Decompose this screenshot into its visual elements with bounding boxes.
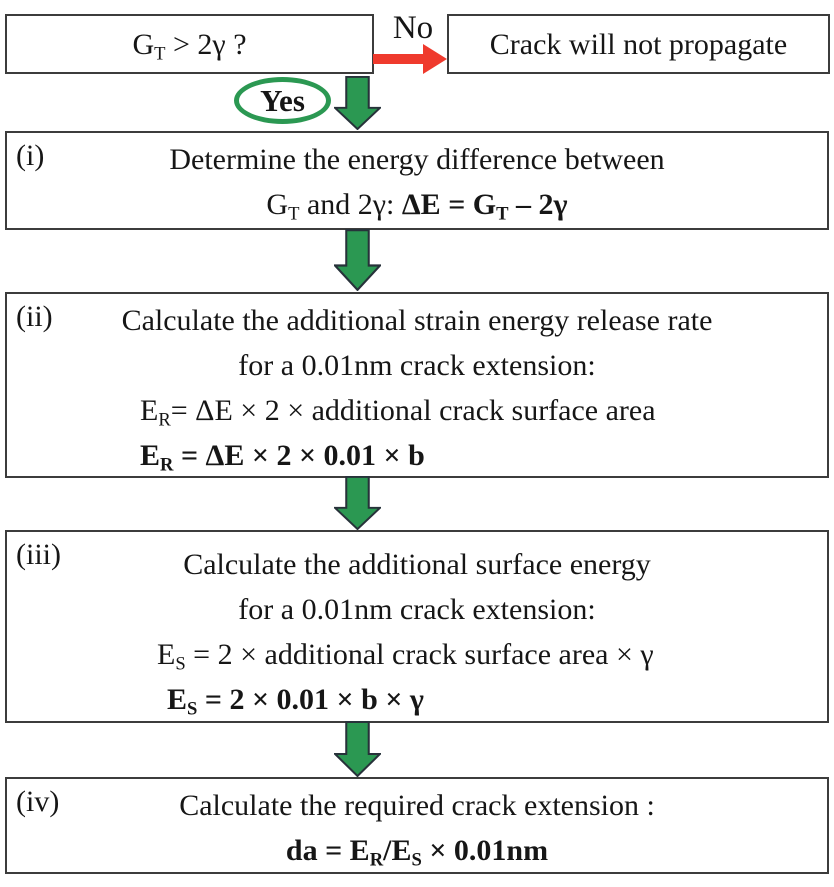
no-arrow-icon	[373, 42, 448, 76]
step-ii-line-2: for a 0.01nm crack extension:	[238, 349, 596, 382]
decision-text: $G_T > 2\gamma$ ?	[132, 27, 247, 65]
step-tag-iii: (iii)	[16, 538, 61, 571]
step-box-ii	[5, 292, 829, 478]
step-tag-iv: (iv)	[16, 785, 60, 818]
step-box-i	[5, 131, 829, 230]
down-arrow-icon	[334, 476, 381, 530]
decision-box	[5, 14, 374, 74]
step-tag-ii: (ii)	[16, 300, 53, 333]
step-box-iii	[5, 530, 829, 723]
step-iv-formula-bold: da = $E_R/E_S \times 0.01nm$	[285, 834, 549, 871]
step-iii-line-2: for a 0.01nm crack extension:	[238, 593, 596, 626]
step-iii-formula-general: $E_S = 2$ × additional crack surface area × γ	[157, 638, 654, 675]
no-branch-label: No	[392, 10, 434, 46]
step-tag-i: (i)	[16, 139, 45, 172]
step-i-line-2: $G_T$ and 2γ: $\Delta E = G_T - 2\gamma$	[266, 188, 568, 225]
step-box-iv	[5, 777, 829, 874]
no-result-box	[447, 14, 830, 74]
step-i-line-1: Determine the energy difference between	[169, 143, 665, 176]
step-ii-line-1: Calculate the additional strain energy release rate	[121, 304, 713, 337]
down-arrow-icon	[334, 76, 381, 130]
step-ii-formula-bold: $E_R = \Delta E \times 2 \times 0.01 \times b$	[140, 439, 425, 476]
down-arrow-icon	[334, 229, 381, 291]
yes-label: Yes	[260, 82, 305, 118]
step-iv-line-1: Calculate the required crack extension :	[179, 789, 655, 822]
yes-branch-badge	[234, 77, 331, 124]
step-iii-line-1: Calculate the additional surface energy	[183, 548, 651, 581]
no-result-text: Crack will not propagate	[489, 27, 788, 61]
down-arrow-icon	[334, 721, 381, 777]
step-iii-formula-bold: $E_S = 2 \times 0.01 \times b \times \gamma$	[167, 683, 424, 720]
step-ii-formula-general: $E_R= \Delta E \times 2$ × additional crack surface area	[140, 394, 656, 431]
